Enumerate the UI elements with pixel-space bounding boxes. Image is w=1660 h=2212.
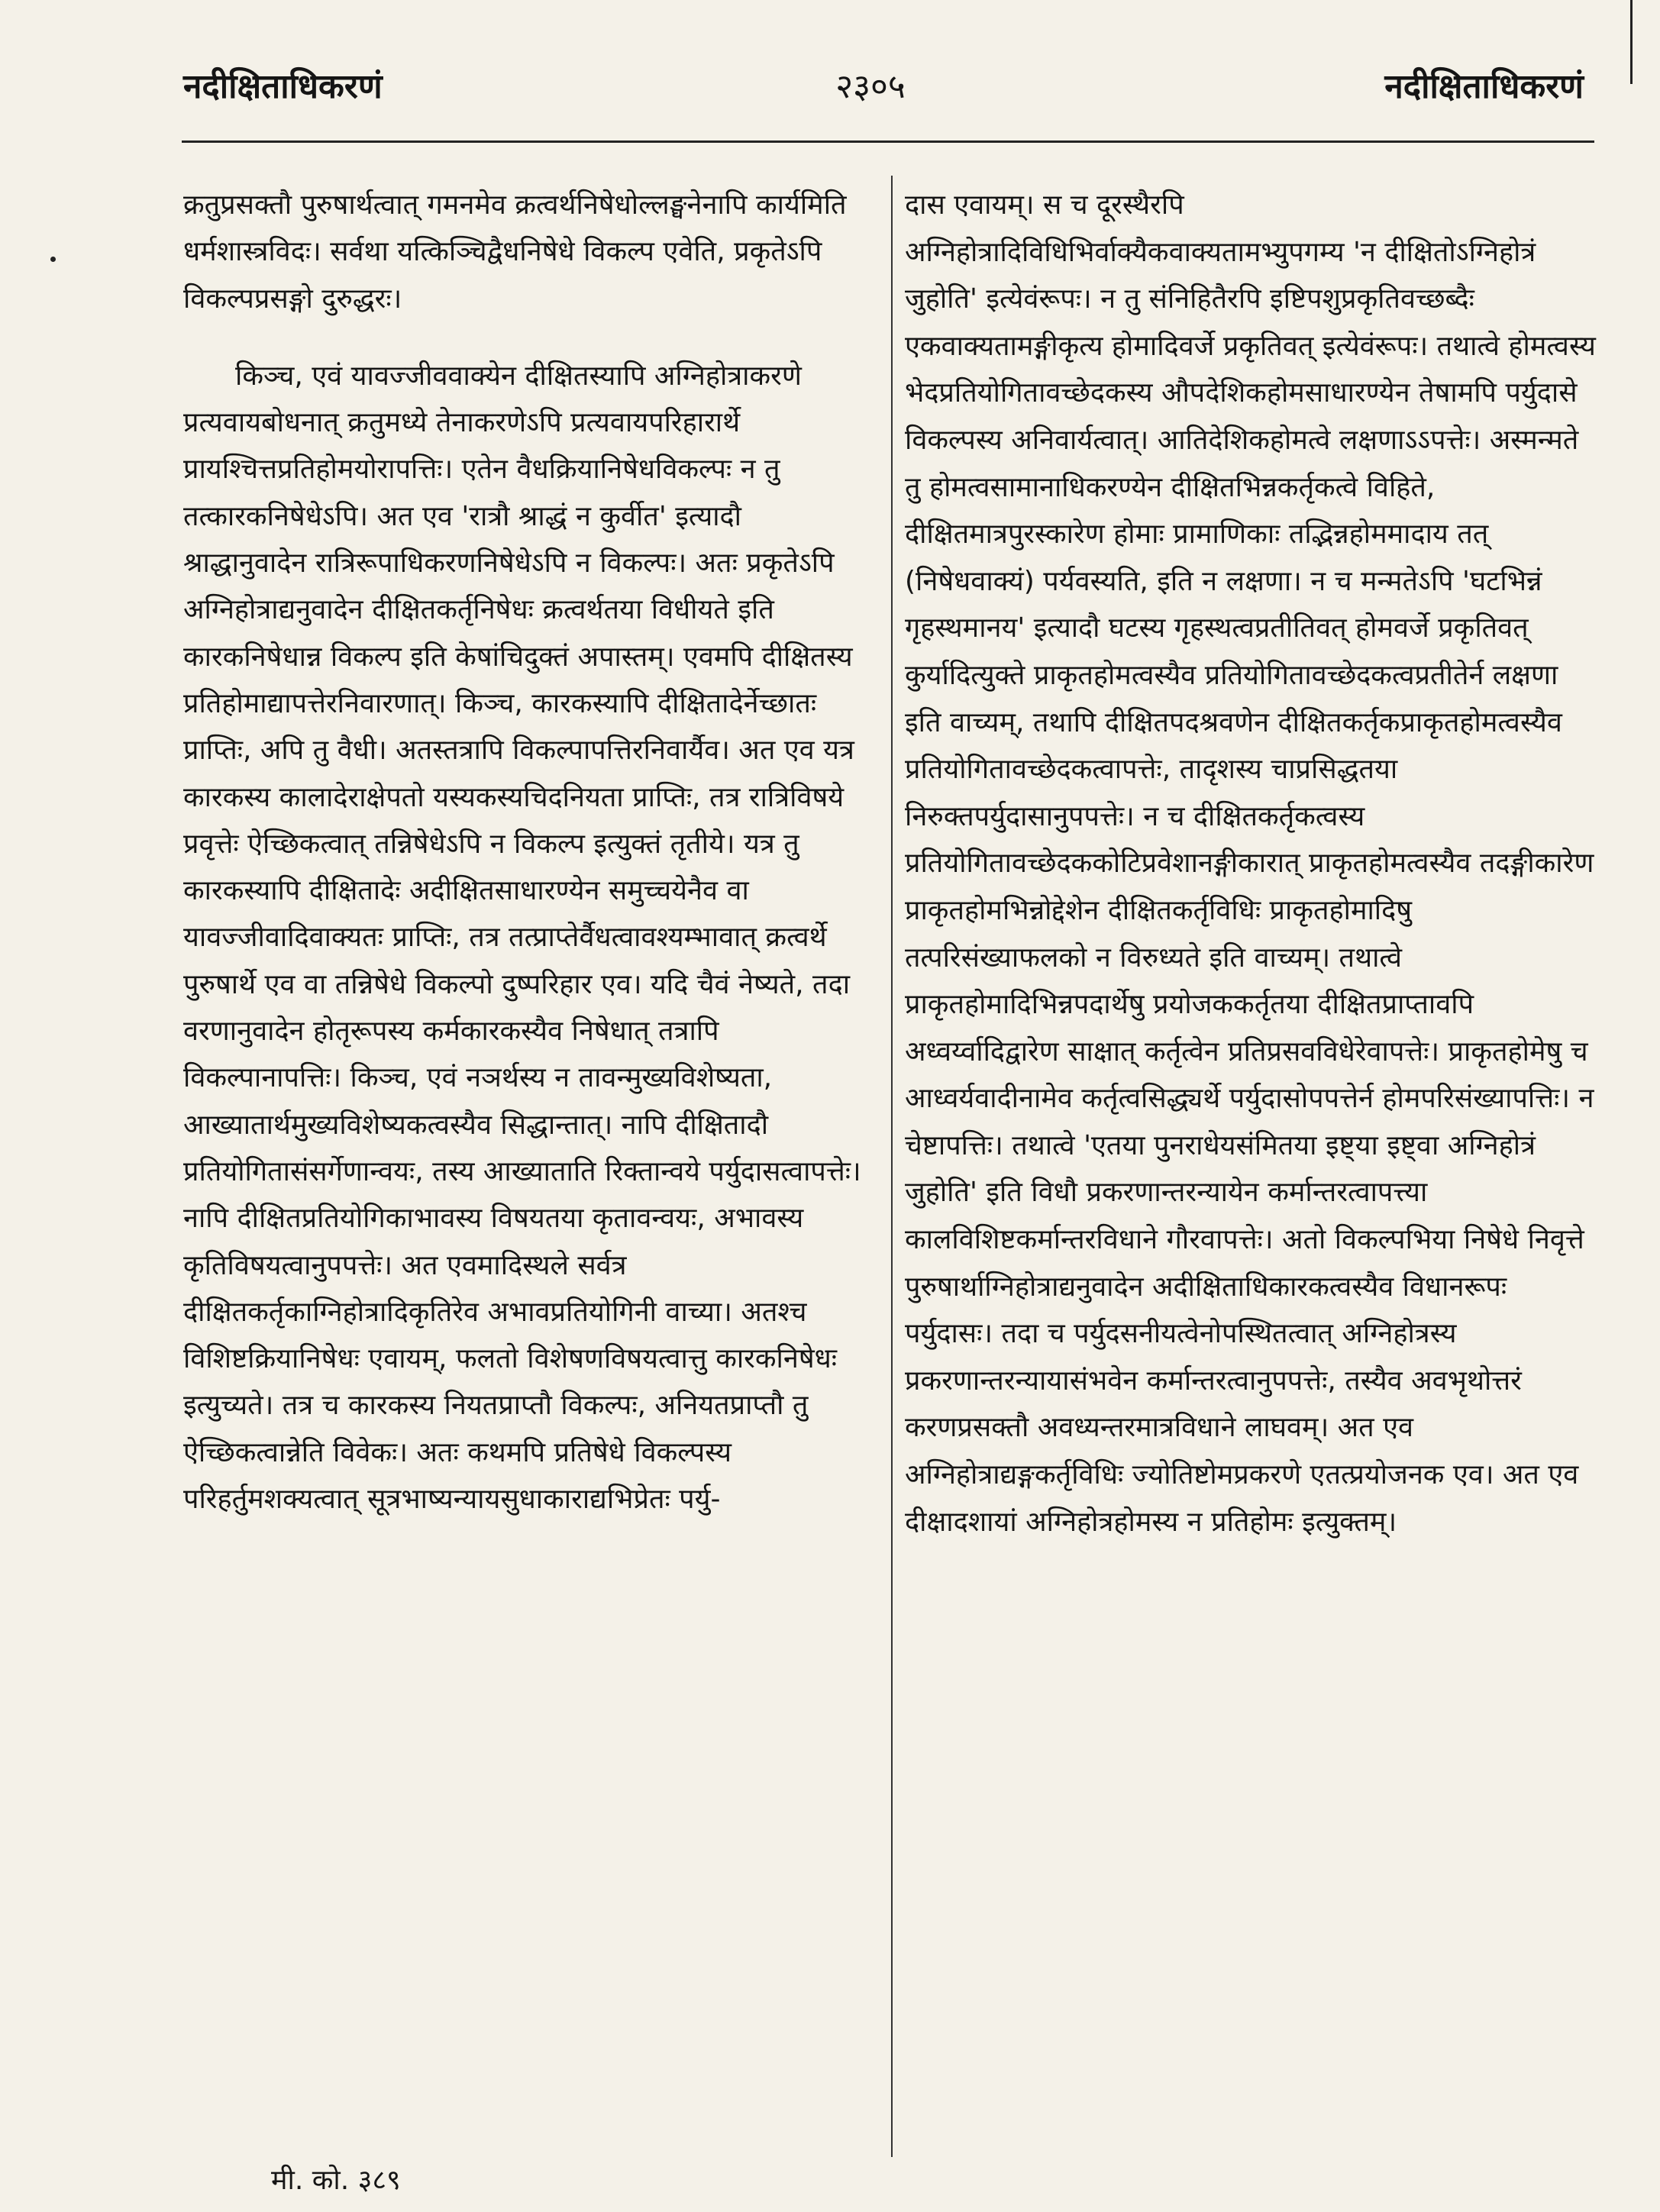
left-paragraph-2: किञ्च, एवं यावज्जीववाक्येन दीक्षितस्यापि अग्निहोत्राकरणे प्रत्यवायबोधनात् क्रतुमध्ये तेनाकरणेऽपि प्रत्यवायपरिहारार्थे प्रायश्चित्तप्रतिहोमयोरापत्तिः। एतेन वैधक्रियानिषेधविकल्पः न तु तत्कारकनिषेधेऽपि। अत एव 'रात्रौ श्राद्धं न कुर्वीत' इत्यादौ श्राद्धानुवादेन रात्रिरूपाधिकरणनिषेधेऽपि न विकल्पः। अतः प्रकृतेऽपि अग्निहोत्राद्यनुवादेन दीक्षितकर्तृनिषेधः क्रत्वर्थतया विधीयते इति कारकनिषेधान्न विकल्प इति केषांचिदुक्तं अपास्तम्। एवमपि दीक्षितस्य प्रतिहोमाद्यापत्तेरनिवारणात्। किञ्च, कारकस्यापि दीक्षितादेर्नेच्छातः प्राप्तिः, अपि तु वैधी। अतस्तत्रापि विकल्पापत्तिरनिवार्यैव। अत एव यत्र कारकस्य कालादेराक्षेपतो यस्यकस्यचिदनियता प्राप्तिः, तत्र रात्रिविषये प्रवृत्तेः ऐच्छिकत्वात् तन्निषेधेऽपि न विकल्प इत्युक्तं तृतीये। यत्र तु कारकस्यापि दीक्षितादेः अदीक्षितसाधारण्येन समुच्चयेनैव वा यावज्जीवादिवाक्यतः प्राप्तिः, तत्र तत्प्राप्तेर्वैधत्वावश्यम्भावात् क्रत्वर्थे पुरुषार्थे एव वा तन्निषेधे विकल्पो दुष्परिहार एव। यदि चैवं नेष्यते, तदा वरणानुवादेन होतृरूपस्य कर्मकारकस्यैव निषेधात् तत्रापि विकल्पानापत्तिः। किञ्च, एवं नञर्थस्य न तावन्मुख्यविशेष्यता, आख्यातार्थमुख्यविशेष्यकत्वस्यैव सिद्धान्तात्। नापि दीक्षितादौ प्रतियोगितासंसर्गेणान्वयः, तस्य आख्याताति रिक्तान्वये पर्युदासत्वापत्तेः। नापि दीक्षितप्रतियोगिकाभावस्य विषयतया कृतावन्वयः, अभावस्य कृतिविषयत्वानुपपत्तेः। अत एवमादिस्थले सर्वत्र दीक्षितकर्तृकाग्निहोत्रादिकृतिरेव अभावप्रतियोगिनी वाच्या। अतश्च विशिष्टक्रियानिषेधः एवायम्, फलतो विशेषणविषयत्वात्तु कारकनिषेधः इत्युच्यते। तत्र च कारकस्य नियतप्राप्तौ विकल्पः, अनियतप्राप्तौ तु ऐच्छिकत्वान्नेति विवेकः। अतः कथमपि प्रतिषेधे विकल्पस्य परिहर्तुमशक्यत्वात् सूत्रभाष्यन्यायसुधाकाराद्यभिप्रेतः पर्यु- <box>183 360 861 1516</box>
header-rule <box>182 140 1594 143</box>
left-paragraph-1: क्रतुप्रसक्तौ पुरुषार्थत्वात् गमनमेव क्रत्वर्थनिषेधोल्लङ्घनेनापि कार्यमिति धर्मशास्त्रविदः। सर्वथा यत्किञ्चिद्वैधनिषेधे विकल्प एवेति, प्रकृतेऽपि विकल्पप्रसङ्गो दुरुद्धरः। <box>183 189 847 315</box>
page-edge-line <box>1630 0 1633 84</box>
page-number: २३०५ <box>835 67 906 106</box>
column-divider <box>891 176 893 2157</box>
right-column <box>905 182 1596 1545</box>
running-header-left: नदीक्षिताधिकरणं <box>183 67 383 106</box>
margin-mark <box>50 257 56 262</box>
footer-signature: मी. को. ३८९ <box>271 2165 401 2196</box>
right-paragraph-1: दास एवायम्। स च दूरस्थैरपि अग्निहोत्रादिविधिभिर्वाक्यैकवाक्यतामभ्युपगम्य 'न दीक्षितोऽग्निहोत्रं जुहोति' इत्येवंरूपः। न तु संनिहितैरपि इष्टिपशुप्रकृतिवच्छब्दैः एकवाक्यतामङ्गीकृत्य होमादिवर्जे प्रकृतिवत् इत्येवंरूपः। तथात्वे होमत्वस्य भेदप्रतियोगितावच्छेदकस्य औपदेशिकहोमसाधारण्येन तेषामपि पर्युदासे विकल्पस्य अनिवार्यत्वात्। आतिदेशिकहोमत्वे लक्षणाऽऽपत्तेः। अस्मन्मते तु होमत्वसामानाधिकरण्येन दीक्षितभिन्नकर्तृकत्वे विहिते, दीक्षितमात्रपुरस्कारेण होमाः प्रामाणिकाः तद्भिन्नहोममादाय तत् (निषेधवाक्यं) पर्यवस्यति, इति न लक्षणा। न च मन्मतेऽपि 'घटभिन्नं गृहस्थमानय' इत्यादौ घटस्य गृहस्थत्वप्रतीतिवत् होमवर्जे प्रकृतिवत् कुर्यादित्युक्ते प्राकृतहोमत्वस्यैव प्रतियोगितावच्छेदकत्वप्रतीतेर्न लक्षणा इति वाच्यम्, तथापि दीक्षितपदश्रवणेन दीक्षितकर्तृकप्राकृतहोमत्वस्यैव प्रतियोगितावच्छेदकत्वापत्तेः, तादृशस्य चाप्रसिद्धतया निरुक्तपर्युदासानुपपत्तेः। न च दीक्षितकर्तृकत्वस्य प्रतियोगितावच्छेदककोटिप्रवेशानङ्गीकारात् प्राकृतहोमत्वस्यैव तदङ्गीकारेण प्राकृतहोमभिन्नोद्देशेन दीक्षितकर्तृविधिः प्राकृतहोमादिषु तत्परिसंख्याफलको न विरुध्यते इति वाच्यम्। तथात्वे प्राकृतहोमादिभिन्नपदार्थेषु प्रयोजककर्तृतया दीक्षितप्राप्तावपि अध्वर्य्वादिद्वारेण साक्षात् कर्तृत्वेन प्रतिप्रसवविधेरेवापत्तेः। प्राकृतहोमेषु च आध्वर्यवादीनामेव कर्तृत्वसिद्ध्यर्थे पर्युदासोपपत्तेर्न होमपरिसंख्यापत्तिः। न चेष्टापत्तिः। तथात्वे 'एतया पुनराधेयसंमितया इष्ट्या इष्ट्वा अग्निहोत्रं जुहोति' इति विधौ प्रकरणान्तरन्यायेन कर्मान्तरत्वापत्त्या कालविशिष्टकर्मान्तरविधाने गौरवापत्तेः। अतो विकल्पभिया निषेधे निवृत्ते पुरुषार्थाग्निहोत्राद्यनुवादेन अदीक्षिताधिकारकत्वस्यैव विधानरूपः पर्युदासः। तदा च पर्युदसनीयत्वेनोपस्थितत्वात् अग्निहोत्रस्य प्रकरणान्तरन्यायासंभवेन कर्मान्तरत्वानुपपत्तेः, तस्यैव अवभृथोत्तरं करणप्रसक्तौ अवध्यन्तरमात्रविधाने लाघवम्। अत एव अग्निहोत्राद्यङ्गकर्तृविधिः ज्योतिष्टोमप्रकरणे एतत्प्रयोजनक एव। अत एव दीक्षादशायां अग्निहोत्रहोमस्य न प्रतिहोमः इत्युक्तम्। <box>905 189 1596 1538</box>
running-header-right: नदीक्षिताधिकरणं <box>1384 67 1584 106</box>
left-column <box>183 182 870 1523</box>
